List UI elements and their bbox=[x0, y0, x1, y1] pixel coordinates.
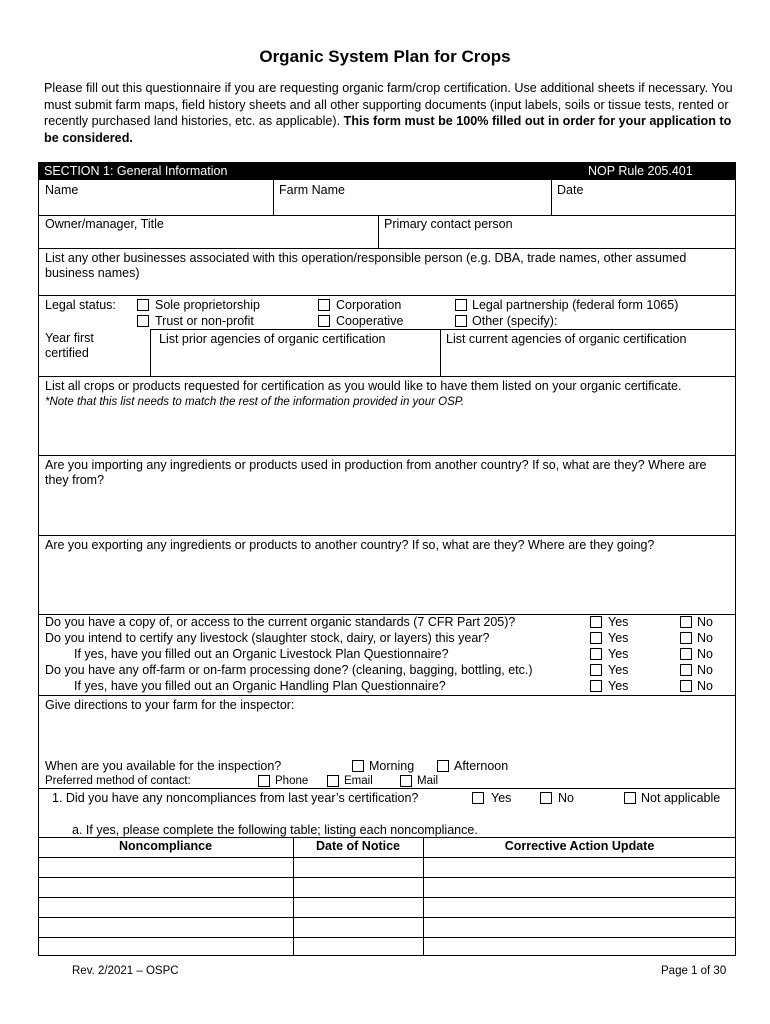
section-header bbox=[38, 162, 736, 180]
mail-label: Mail bbox=[417, 775, 439, 787]
noncompliance-table-body[interactable] bbox=[39, 858, 736, 955]
email-checkbox[interactable] bbox=[327, 775, 339, 787]
other-checkbox[interactable] bbox=[455, 315, 467, 327]
yes-label-5: Yes bbox=[608, 679, 629, 693]
no-label-1: No bbox=[697, 615, 713, 629]
owner-field[interactable] bbox=[40, 230, 376, 247]
yesno-question-1: Do you have a copy of, or access to the current organic standards (7 CFR Part 205)? bbox=[45, 615, 516, 629]
column-noncompliance: Noncompliance bbox=[118, 839, 213, 853]
noncompliance-no-label: No bbox=[558, 791, 574, 805]
farm-name-field[interactable] bbox=[276, 196, 548, 214]
cooperative-checkbox[interactable] bbox=[318, 315, 330, 327]
directions-label: Give directions to your farm for the inspector: bbox=[45, 698, 295, 712]
cooperative-label: Cooperative bbox=[336, 314, 404, 328]
exporting-field[interactable] bbox=[40, 555, 734, 613]
current-agencies-field[interactable] bbox=[443, 347, 734, 375]
afternoon-checkbox[interactable] bbox=[437, 760, 449, 772]
noncompliance-no-checkbox[interactable] bbox=[540, 792, 552, 804]
yesno-question-3: If yes, have you filled out an Organic Livestock Plan Questionnaire? bbox=[74, 647, 449, 661]
importing-label: Are you importing any ingredients or products used in production from another country? If so, what are they? Where are they from? bbox=[45, 458, 707, 487]
no-checkbox-4[interactable] bbox=[680, 664, 692, 676]
sole-proprietorship-checkbox[interactable] bbox=[137, 299, 149, 311]
no-checkbox-3[interactable] bbox=[680, 648, 692, 660]
exporting-label: Are you exporting any ingredients or products to another country? If so, what are they? Where are they going? bbox=[45, 538, 655, 552]
crops-note: *Note that this list needs to match the rest of the information provided in your OSP. bbox=[45, 396, 465, 408]
morning-label: Morning bbox=[369, 759, 415, 773]
contact-method-label: Preferred method of contact: bbox=[45, 775, 191, 787]
yes-checkbox-3[interactable] bbox=[590, 648, 602, 660]
partnership-label: Legal partnership (federal form 1065) bbox=[472, 298, 679, 312]
contact-label: Primary contact person bbox=[384, 217, 513, 231]
noncompliance-na-checkbox[interactable] bbox=[624, 792, 636, 804]
yes-label-2: Yes bbox=[608, 631, 629, 645]
intro-bold: This form must be 100% filled out in order for your application to be considered. bbox=[44, 114, 732, 145]
yes-checkbox-4[interactable] bbox=[590, 664, 602, 676]
no-label-2: No bbox=[697, 631, 713, 645]
no-checkbox-2[interactable] bbox=[680, 632, 692, 644]
sole-proprietorship-label: Sole proprietorship bbox=[155, 298, 260, 312]
page-number: Page 1 of 30 bbox=[661, 965, 727, 977]
no-checkbox-1[interactable] bbox=[680, 616, 692, 628]
yesno-question-2: Do you intend to certify any livestock (slaughter stock, dairy, or layers) this year? bbox=[45, 631, 490, 645]
corporation-label: Corporation bbox=[336, 298, 402, 312]
other-business-label: List any other businesses associated with this operation/responsible person (e.g. DBA, trade names, other assumed business names) bbox=[45, 251, 687, 280]
corporation-checkbox[interactable] bbox=[318, 299, 330, 311]
yes-checkbox-5[interactable] bbox=[590, 680, 602, 692]
name-label: Name bbox=[45, 183, 79, 197]
yes-label-3: Yes bbox=[608, 647, 629, 661]
legal-status-label: Legal status: bbox=[45, 298, 116, 312]
crops-field[interactable] bbox=[40, 412, 734, 454]
phone-checkbox[interactable] bbox=[258, 775, 270, 787]
contact-field[interactable] bbox=[381, 230, 734, 247]
noncompliance-yes-label: Yes bbox=[491, 791, 512, 805]
no-label-3: No bbox=[697, 647, 713, 661]
noncompliance-yes-checkbox[interactable] bbox=[472, 792, 484, 804]
yes-checkbox-1[interactable] bbox=[590, 616, 602, 628]
mail-checkbox[interactable] bbox=[400, 775, 412, 787]
trust-label: Trust or non-profit bbox=[155, 314, 254, 328]
current-agencies-label: List current agencies of organic certification bbox=[446, 332, 687, 346]
date-label: Date bbox=[557, 183, 584, 197]
owner-label: Owner/manager, Title bbox=[45, 217, 164, 231]
section-title: SECTION 1: General Information bbox=[44, 164, 228, 178]
yes-label-4: Yes bbox=[608, 663, 629, 677]
prior-agencies-label: List prior agencies of organic certification bbox=[159, 332, 386, 346]
date-field[interactable] bbox=[554, 196, 734, 214]
intro-text: Please fill out this questionnaire if you are requesting organic farm/crop certification. Use additional sheets if necessary. You must submit farm maps, field history sheets and all other supporting documents (input labels, soils or tissue tests, rented or recently purchased land histories, etc. as applicable). bbox=[44, 81, 733, 128]
noncompliance-na-label: Not applicable bbox=[641, 791, 721, 805]
farm-name-label: Farm Name bbox=[279, 183, 345, 197]
morning-checkbox[interactable] bbox=[352, 760, 364, 772]
year-first-label: Year first certified bbox=[45, 331, 94, 360]
noncompliance-subtext: a. If yes, please complete the following table; listing each noncompliance. bbox=[72, 823, 478, 837]
email-label: Email bbox=[344, 775, 373, 787]
yes-checkbox-2[interactable] bbox=[590, 632, 602, 644]
column-date-of-notice: Date of Notice bbox=[315, 839, 401, 853]
other-label: Other (specify): bbox=[472, 314, 558, 328]
trust-checkbox[interactable] bbox=[137, 315, 149, 327]
column-corrective-action: Corrective Action Update bbox=[504, 839, 655, 853]
yesno-question-4: Do you have any off-farm or on-farm processing done? (cleaning, bagging, bottling, etc.) bbox=[45, 663, 533, 677]
prior-agencies-field[interactable] bbox=[153, 347, 437, 375]
availability-label: When are you available for the inspection? bbox=[45, 759, 282, 773]
section-rule: NOP Rule 205.401 bbox=[588, 164, 693, 178]
noncompliance-question: 1. Did you have any noncompliances from last year’s certification? bbox=[52, 791, 419, 805]
yes-label-1: Yes bbox=[608, 615, 629, 629]
name-field[interactable] bbox=[40, 196, 270, 214]
importing-field[interactable] bbox=[40, 490, 734, 534]
other-specify-field[interactable] bbox=[565, 314, 733, 329]
no-checkbox-5[interactable] bbox=[680, 680, 692, 692]
no-label-4: No bbox=[697, 663, 713, 677]
directions-field[interactable] bbox=[40, 714, 734, 756]
page-title: Organic System Plan for Crops bbox=[259, 47, 511, 66]
partnership-checkbox[interactable] bbox=[455, 299, 467, 311]
afternoon-label: Afternoon bbox=[454, 759, 509, 773]
crops-label: List all crops or products requested for certification as you would like to have them listed on your organic certificate. bbox=[45, 379, 682, 393]
yesno-question-5: If yes, have you filled out an Organic Handling Plan Questionnaire? bbox=[74, 679, 446, 693]
phone-label: Phone bbox=[275, 775, 309, 787]
revision-footer: Rev. 2/2021 – OSPC bbox=[72, 965, 179, 977]
intro-paragraph bbox=[44, 80, 734, 146]
no-label-5: No bbox=[697, 679, 713, 693]
